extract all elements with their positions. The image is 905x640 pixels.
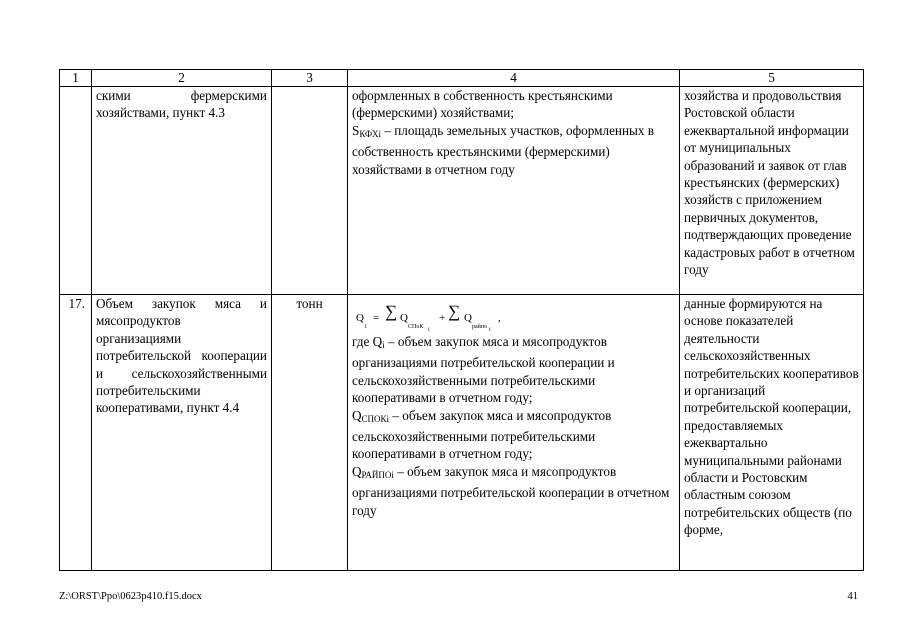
definition-text: – объем закупок мяса и мясопродуктов организациями потребительской кооперации и сельскохозяйственными потребительскими кооперативами в отчетном году; xyxy=(352,334,615,406)
definition xyxy=(352,333,675,407)
indicator-name-cell: скими фермерскими хозяйствами, пункт 4.3 xyxy=(92,87,272,295)
formula-subscript: i xyxy=(365,324,367,330)
source-cell: хозяйства и продовольствия Ростовской области ежеквартальной информации от муниципальных образований и заявок от глав крестьянских (фермерских) хозяйств с приложением первичных документов, подтверждающих проведение кадастровых работ в отчетном году xyxy=(680,87,864,295)
symbol-sub: СПОКi xyxy=(361,413,390,424)
symbol-main: S xyxy=(352,122,360,138)
footer-file-path: Z:\ORST\Ppo\0623p410.f15.docx xyxy=(59,591,202,602)
formula-operator: + xyxy=(439,312,446,324)
symbol-main: Q xyxy=(352,463,362,479)
symbol-sub: i xyxy=(382,340,385,350)
method-text: – площадь земельных участков, оформленных в собственность крестьянскими (фермерскими) хозяйствами в отчетном году xyxy=(352,122,655,177)
formula-symbol: Q xyxy=(400,312,408,324)
unit-cell xyxy=(272,87,348,295)
table-row xyxy=(60,295,864,571)
sum-symbol: ∑ xyxy=(448,302,461,321)
sum-symbol: ∑ xyxy=(385,302,398,321)
formula-subscript: райпо xyxy=(472,324,488,330)
header-cell: 5 xyxy=(680,70,864,87)
formula-operator: = xyxy=(373,312,380,324)
definition xyxy=(352,407,675,463)
page-number: 41 xyxy=(847,591,858,602)
row-number-cell xyxy=(60,87,92,295)
formula xyxy=(352,295,675,333)
method-cell xyxy=(348,87,680,295)
header-cell: 1 xyxy=(60,70,92,87)
formula-subscript: i xyxy=(489,327,491,333)
indicator-name-cell: Объем закупок мяса и мясопродуктов организациями потребительской кооперации и сельскохозяйственными потребительскими кооперативами, пункт 4.4 xyxy=(92,295,272,571)
header-cell: 3 xyxy=(272,70,348,87)
symbol-sub: РАЙПОi xyxy=(361,469,394,480)
definition xyxy=(352,463,675,519)
indicator-table xyxy=(59,69,864,571)
method-cell xyxy=(348,295,680,571)
formula-punctuation: , xyxy=(498,312,501,324)
row-number-cell: 17. xyxy=(60,295,92,571)
header-cell: 4 xyxy=(348,70,680,87)
formula-subscript: СПоК xyxy=(408,324,424,330)
source-cell: данные формируются на основе показателей деятельности сельскохозяйственных потребительских кооперативов и организаций потребительской кооперации, предоставляемых ежеквартально муниципальными районами области и Ростовским областным союзом потребительских обществ (по форме, xyxy=(680,295,864,571)
formula-subscript: i xyxy=(428,327,430,333)
formula-symbol: Q xyxy=(356,312,364,324)
symbol-main: Q xyxy=(352,407,362,423)
table-row xyxy=(60,87,864,295)
symbol-sub: КФХi xyxy=(359,128,382,139)
unit-cell: тонн xyxy=(272,295,348,571)
table-header-row xyxy=(60,70,864,87)
header-cell: 2 xyxy=(92,70,272,87)
definition-text: – объем закупок мяса и мясопродуктов организациями потребительской кооперации в отчетном году xyxy=(352,463,670,518)
formula-symbol: Q xyxy=(464,312,472,324)
definition-text: – объем закупок мяса и мясопродуктов сельскохозяйственными потребительскими кооперативами в отчетном году; xyxy=(352,407,612,462)
method-text: оформленных в собственность крестьянскими (фермерскими) хозяйствами; xyxy=(352,88,613,121)
definition-text: где Q xyxy=(352,334,383,349)
